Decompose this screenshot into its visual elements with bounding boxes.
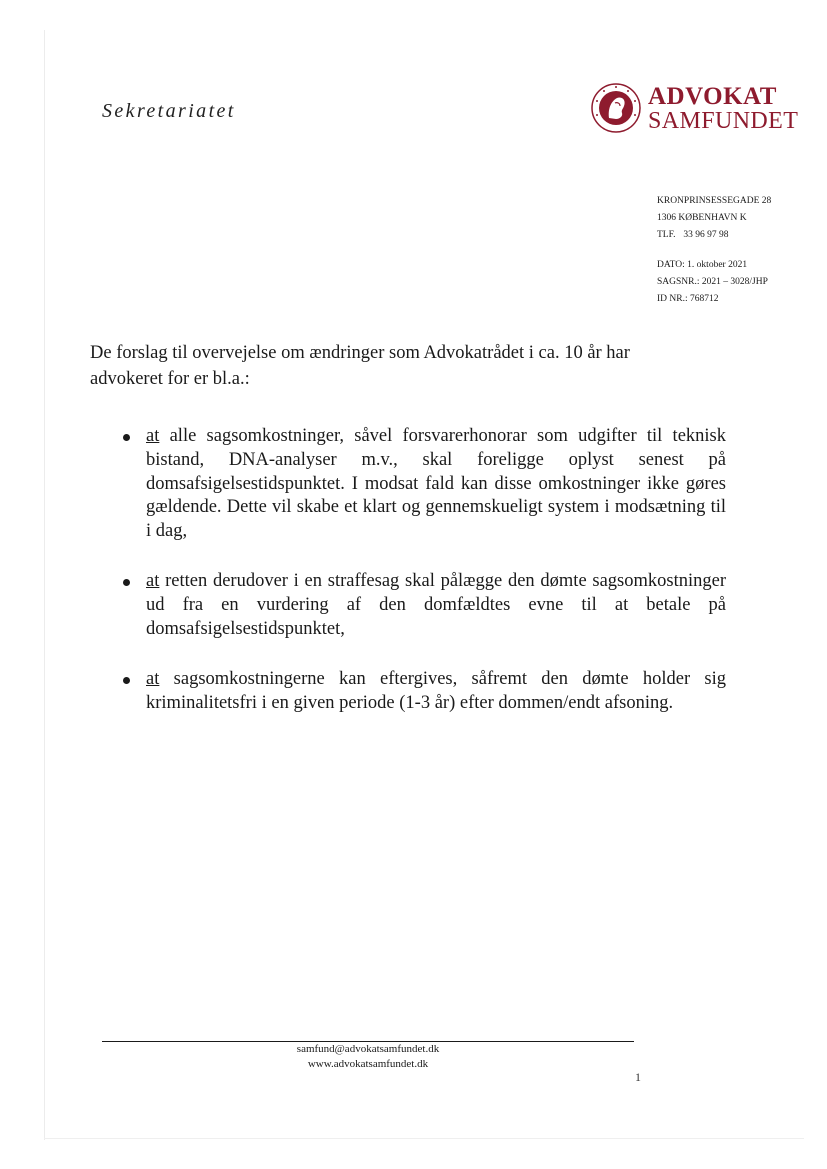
list-item-text: sagsomkostningerne kan eftergives, såfremt den dømte holder sig kriminalitetsfri i en given periode (1-3 år) efter dommen/endt afsoning.	[146, 669, 726, 713]
department-name: Sekretariatet	[102, 100, 236, 122]
phone-line	[657, 227, 771, 244]
bullet-icon	[123, 434, 130, 441]
footer-website[interactable]: www.advokatsamfundet.dk	[307, 1058, 429, 1070]
logo-wordmark-line2: SAMFUNDET	[648, 108, 799, 134]
bullet-icon	[123, 677, 130, 684]
phone-number: 33 96 97 98	[683, 230, 729, 240]
sender-address-block	[657, 193, 771, 308]
intro-paragraph: De forslag til overvejelse om ændringer som Advokatrådet i ca. 10 år har advokeret for er bl.a.:	[90, 343, 630, 389]
postal-city: 1306 KØBENHAVN K	[657, 213, 747, 223]
list-item-lead: at	[146, 669, 160, 689]
advokatsamfundet-logo	[590, 82, 799, 144]
list-item	[90, 570, 726, 641]
footer	[102, 1042, 634, 1072]
list-item-text: alle sagsomkostninger, såvel forsvarerhonorar som udgifter til teknisk bistand, DNA-analyser m.v., skal foreligge oplyst senest på domsafsigelsestidspunktet. I modsat fald kan disse omkostninger ikke gøres gældende. Dette vil skabe et klart og gennemskueligt system i modsætning til i dag,	[146, 426, 726, 542]
logo-wordmark-line1: ADVOKAT	[648, 83, 777, 110]
seal-icon	[590, 82, 642, 134]
list-item-lead: at	[146, 571, 160, 591]
list-item	[90, 425, 726, 544]
page-edge	[44, 30, 45, 1140]
page-edge-bottom	[44, 1138, 804, 1139]
phone-label: TLF.	[657, 230, 676, 240]
list-item	[90, 668, 726, 716]
list-item-text: retten derudover i en straffesag skal pålægge den dømte sagsomkostninger ud fra en vurdering af den domfældtes evne til at betale på domsafsigelsestidspunktet,	[146, 571, 726, 639]
footer-email[interactable]: samfund@advokatsamfundet.dk	[296, 1043, 440, 1055]
bullet-icon	[123, 579, 130, 586]
street-address: KRONPRINSESSEGADE 28	[657, 196, 772, 206]
list-item-lead: at	[146, 426, 160, 446]
letter-date: DATO: 1. oktober 2021	[657, 260, 748, 270]
page-number: 1	[635, 1070, 641, 1084]
case-number: SAGSNR.: 2021 – 3028/JHP	[657, 277, 768, 287]
id-number: ID NR.: 768712	[657, 294, 719, 304]
